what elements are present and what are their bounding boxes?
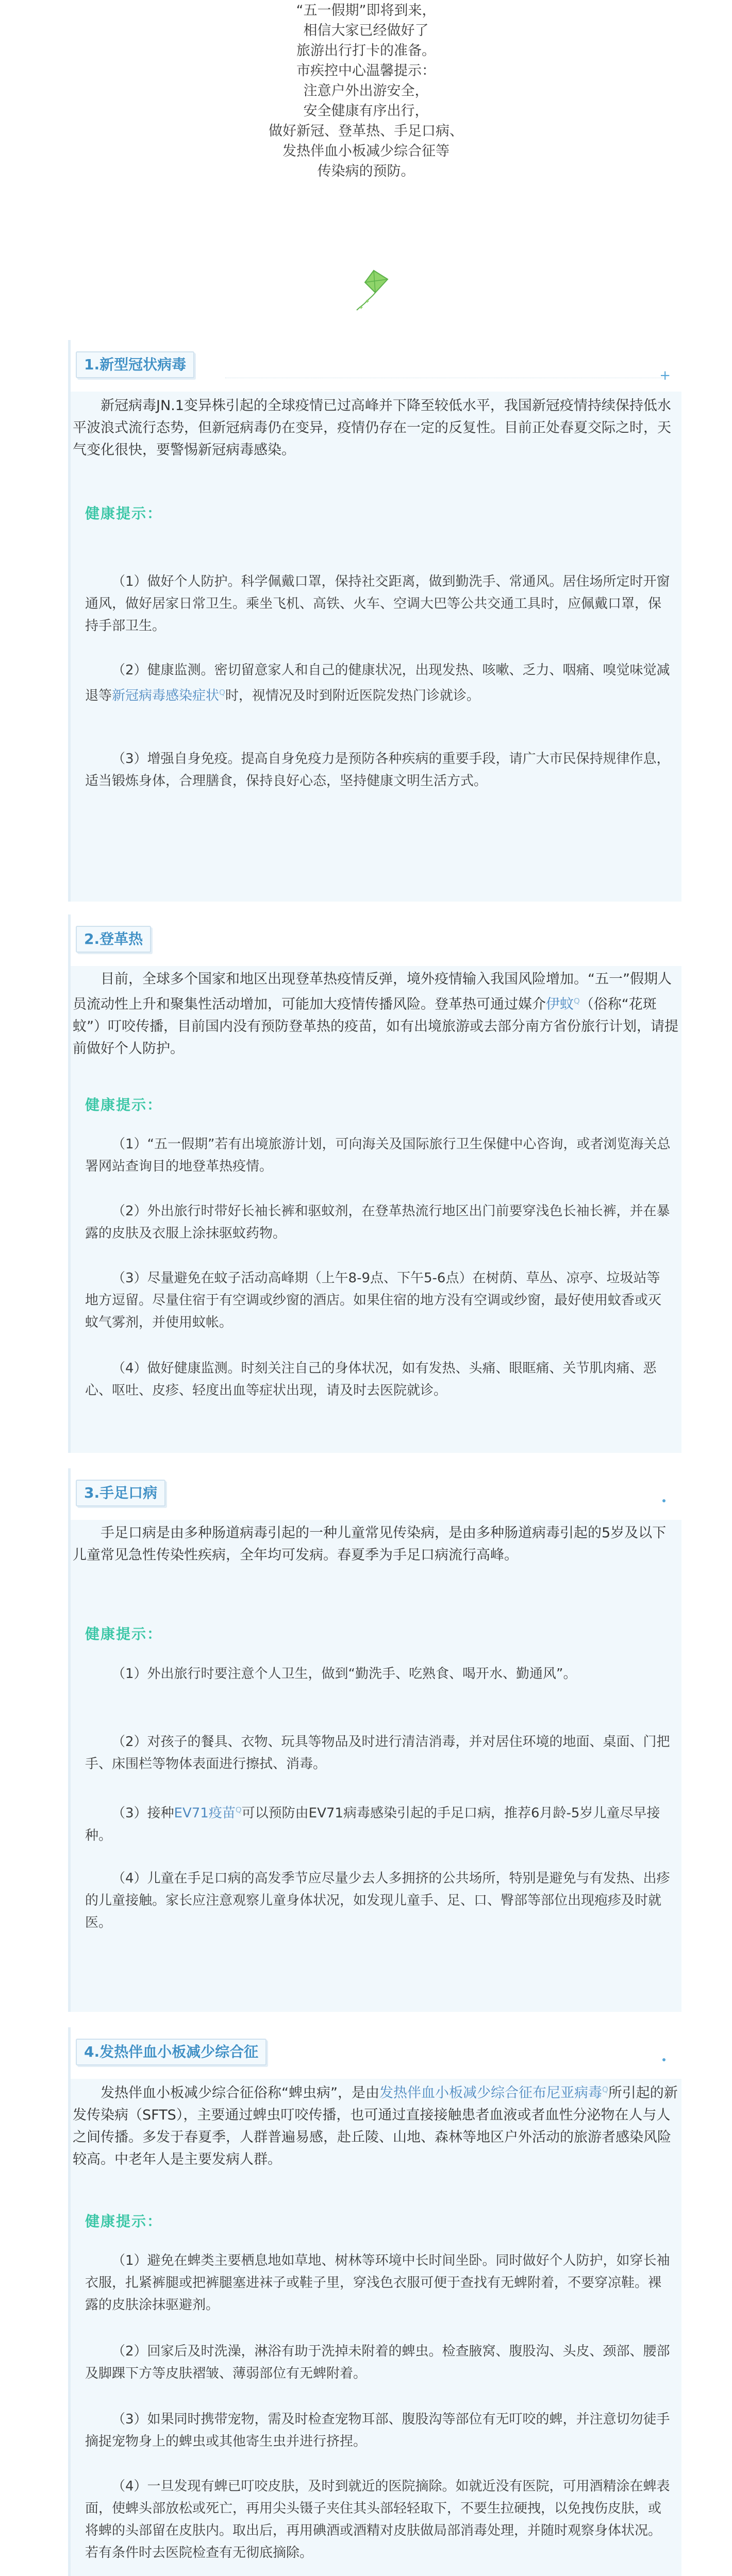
intro-line: 安全健康有序出行， xyxy=(303,103,429,119)
sfts-virus-link[interactable]: 发热伴血小板减少综合征布尼亚病毒 xyxy=(379,2085,602,2101)
tip-item: （2）外出旅行时带好长袖长裤和驱蚊剂，在登革热流行地区出门前要穿浅色长袖长裤，并在暴露的皮肤及衣服上涂抹驱蚊药物。 xyxy=(85,1204,670,1241)
intro-line: 做好新冠、登革热、手足口病、 xyxy=(269,123,463,139)
dot-icon xyxy=(662,1499,666,1502)
tip-item: （2）对孩子的餐具、衣物、玩具等物品及时进行清洁消毒，并对居住环境的地面、桌面、门把手、床围栏等物体表面进行擦拭、消毒。 xyxy=(85,1734,670,1772)
intro-line: 旅游出行打卡的准备。 xyxy=(296,43,436,59)
section-dengue xyxy=(68,914,681,1453)
section-header xyxy=(71,340,684,392)
search-hint-icon: Q xyxy=(219,688,225,697)
tip-item: （2）健康监测。密切留意家人和自己的健康状况，出现发热、咳嗽、乏力、咽痛、嗅觉味觉减退等新冠病毒感染症状$^Q$时，视情况及时到附近医院发热门诊就诊。 xyxy=(85,663,670,704)
section-header xyxy=(71,1468,684,1520)
tip-item: （3）接种EV71疫苗$^Q$可以预防由EV71病毒感染引起的手足口病，推荐6月龄-5岁儿童尽早接种。 xyxy=(85,1805,660,1843)
symptom-link[interactable]: 新冠病毒感染症状 xyxy=(112,688,220,704)
section-covid xyxy=(68,340,681,902)
tip-item: （1）外出旅行时要注意个人卫生，做到“勤洗手、吃熟食、喝开水、勤通风”。 xyxy=(112,1666,577,1682)
section-hfmd xyxy=(68,1468,681,2012)
tip-label: 健康提示： xyxy=(85,505,163,522)
dot-icon xyxy=(662,2058,666,2061)
search-hint-icon: Q xyxy=(235,1805,242,1815)
intro-line: 市疾控中心温馨提示： xyxy=(296,63,436,79)
section-lead: 发热伴血小板减少综合征俗称“蜱虫病”，是由发热伴血小板减少综合征布尼亚病毒$^Q$所引起的新发传染病（SFTS），主要通过蜱虫叮咬传播，也可通过直接接触患者血液或者血性分泌物在人与人之间传播。多发于春夏季，人群普遍易感，赴丘陵、山地、森林等地区户外活动的旅游者感染风险较高。中老年人是主要发病人群。 xyxy=(73,2085,678,2167)
tip-item: （3）尽量避免在蚊子活动高峰期（上午8-9点、下午5-6点）在树荫、草丛、凉亭、垃圾站等地方逗留。尽量住宿于有空调或纱窗的酒店。如果住宿的地方没有空调或纱窗，最好使用蚊香或灭蚊气雾剂，并使用蚊帐。 xyxy=(85,1270,662,1330)
section-title: 4.发热伴血小板减少综合征 xyxy=(76,2039,267,2065)
intro-line: 相信大家已经做好了 xyxy=(303,23,429,39)
tip-item: （4）一旦发现有蜱已叮咬皮肤，及时到就近的医院摘除。如就近没有医院，可用酒精涂在蜱表面，使蜱头部放松或死亡，再用尖头镊子夹住其头部轻轻取下，不要生拉硬拽，以免拽伤皮肤，或将蜱的头部留在皮肤内。取出后，再用碘酒或酒精对皮肤做局部消毒处理，并随时观察身体状况。若有条件时去医院检查有无彻底摘除。 xyxy=(85,2479,670,2561)
section-sfts xyxy=(68,2027,681,2576)
section-header xyxy=(71,2027,684,2079)
intro-line: “五一假期”即将到来， xyxy=(296,3,436,19)
tip-item: （2）回家后及时洗澡，淋浴有助于洗掉未附着的蜱虫。检查腋窝、腹股沟、头皮、颈部、腰部及脚踝下方等皮肤褶皱、薄弱部位有无蜱附着。 xyxy=(85,2344,670,2381)
section-header xyxy=(71,914,684,966)
tip-label: 健康提示： xyxy=(85,1625,163,1642)
section-lead: 手足口病是由多种肠道病毒引起的一种儿童常见传染病，是由多种肠道病毒引起的5岁及以下儿童常见急性传染性疾病，全年均可发病。春夏季为手足口病流行高峰。 xyxy=(73,1525,667,1563)
tip-item: （1）做好个人防护。科学佩戴口罩，保持社交距离，做到勤洗手、常通风。居住场所定时开窗通风，做好居家日常卫生。乘坐飞机、高铁、火车、空调大巴等公共交通工具时，应佩戴口罩，保持手部卫生。 xyxy=(85,574,670,634)
intro-line: 传染病的预防。 xyxy=(317,163,415,179)
section-lead: 目前，全球多个国家和地区出现登革热疫情反弹，境外疫情输入我国风险增加。“五一”假期人员流动性上升和聚集性活动增加，可能加大疫情传播风险。登革热可通过媒介伊蚊$^Q$（俗称“花斑蚊”）叮咬传播，目前国内没有预防登革热的疫苗，如有出境旅游或去部分南方省份旅行计划，请提前做好个人防护。 xyxy=(73,971,678,1057)
search-hint-icon: Q xyxy=(574,996,580,1006)
tip-label: 健康提示： xyxy=(85,1096,163,1113)
intro-line: 发热伴血小板减少综合征等 xyxy=(282,143,450,159)
tip-item: （1）“五一假期”若有出境旅游计划，可向海关及国际旅行卫生保健中心咨询，或者浏览海关总署网站查询目的地登革热疫情。 xyxy=(85,1137,671,1174)
tip-item: （3）如果同时携带宠物，需及时检查宠物耳部、腹股沟等部位有无叮咬的蜱，并注意切勿徒手摘捉宠物身上的蜱虫或其他寄生虫并进行挤捏。 xyxy=(85,2412,670,2449)
ev71-vaccine-link[interactable]: EV71疫苗 xyxy=(174,1805,236,1821)
search-hint-icon: Q xyxy=(602,2085,608,2094)
tip-item: （4）做好健康监测。时刻关注自己的身体状况，如有发热、头痛、眼眶痛、关节肌肉痛、恶心、呕吐、皮疹、轻度出血等症状出现，请及时去医院就诊。 xyxy=(85,1361,657,1398)
plus-icon: + xyxy=(659,368,671,383)
kite-icon xyxy=(345,268,392,314)
aedes-link[interactable]: 伊蚊 xyxy=(546,996,574,1012)
tip-item: （3）增强自身免疫。提高自身免疫力是预防各种疾病的重要手段，请广大市民保持规律作息，适当锻炼身体，合理膳食，保持良好心态，坚持健康文明生活方式。 xyxy=(85,751,670,789)
section-title: 2.登革热 xyxy=(76,926,151,953)
section-title: 3.手足口病 xyxy=(76,1480,165,1506)
tip-item: （1）避免在蜱类主要栖息地如草地、树林等环境中长时间坐卧。同时做好个人防护，如穿长袖衣服，扎紧裤腿或把裤腿塞进袜子或鞋子里，穿浅色衣服可便于查找有无蜱附着，不要穿凉鞋。裸露的皮肤涂抹驱避剂。 xyxy=(85,2253,670,2313)
section-lead: 新冠病毒JN.1变异株引起的全球疫情已过高峰并下降至较低水平，我国新冠疫情持续保持低水平波浪式流行态势，但新冠病毒仍在变异，疫情仍存在一定的反复性。目前正处春夏交际之时，天气变化很快，要警惕新冠病毒感染。 xyxy=(73,398,671,458)
tip-label: 健康提示： xyxy=(85,2213,163,2230)
tip-item: （4）儿童在手足口病的高发季节应尽量少去人多拥挤的公共场所，特别是避免与有发热、出疹的儿童接触。家长应注意观察儿童身体状况，如发现儿童手、足、口、臀部等部位出现疱疹及时就医。 xyxy=(85,1871,670,1930)
section-title: 1.新型冠状病毒 xyxy=(76,351,194,378)
intro-line: 注意户外出游安全， xyxy=(303,83,429,99)
